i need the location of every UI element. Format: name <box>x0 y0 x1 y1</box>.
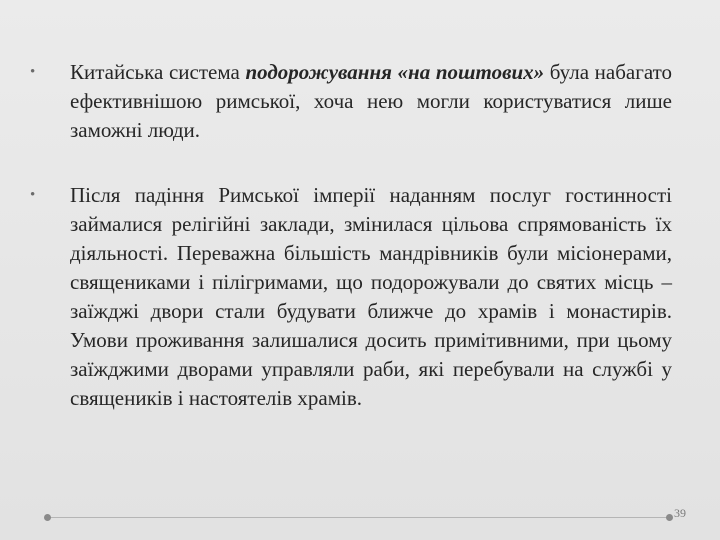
bullet-emphasis: подорожування «на поштових» <box>245 60 545 84</box>
bullet-text-part: була набагато ефективнішою римської, хоча нею могли користуватися лише заможні люди. <box>70 60 672 142</box>
footer-right-dot-icon <box>666 514 673 521</box>
bullet-item-1 <box>30 58 672 145</box>
bullet-text: Після падіння Римської імперії наданням послуг гостинності займалися релігійні заклади, змінилася цільова спрямованість їх діяльності. Переважна більшість мандрівників були місіонерами, священиками і пілігримами, що подорожували до святих місць – заїжджі двори стали будувати ближче до храмів і монастирів. Умови проживання залишалися досить примітивними, при цьому заїжджими дворами управляли раби, які перебували на службі у священиків і настоятелів храмів. <box>70 183 672 410</box>
bullet-icon: • <box>30 187 36 203</box>
page-number: 39 <box>674 506 686 520</box>
footer-divider <box>48 517 672 518</box>
slide-content <box>30 58 672 449</box>
bullet-text-part: Китайська система <box>70 60 246 84</box>
footer-left-dot-icon <box>44 514 51 521</box>
bullet-icon: • <box>30 64 36 80</box>
bullet-item-2 <box>30 181 672 413</box>
